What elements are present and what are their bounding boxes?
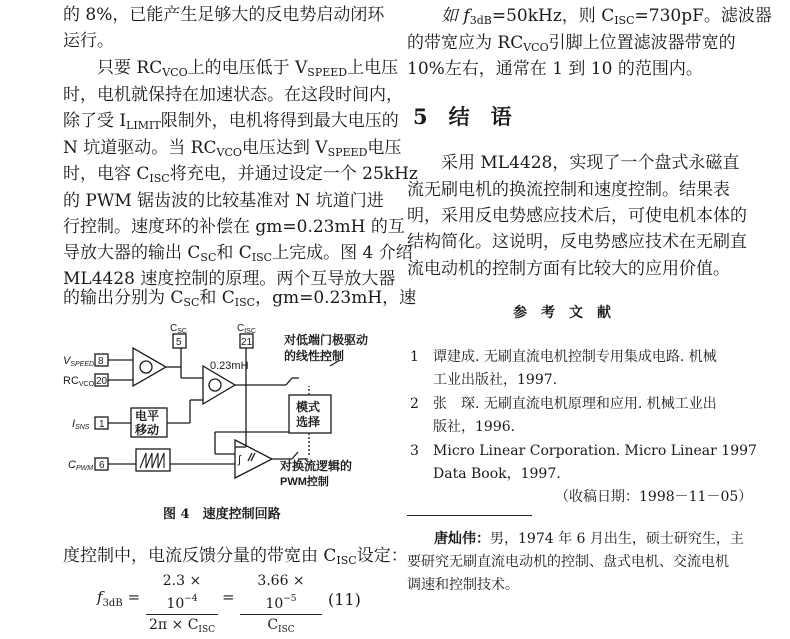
body-line-2: 运行。 [63,31,114,51]
mode-select-label-2: 选择 [296,415,321,429]
body-line-3: 只要 RCVCO上的电压低于 VSPEED上电压 [63,58,399,79]
pin-cpwm-num: 6 [99,460,105,471]
speed-control-diagram [60,322,440,497]
conclusion-line-3: 明，采用反电势感应技术后，可使电机本体的 [407,206,747,226]
conclusion-line-2: 流无刷电机的换流控制和速度控制。结果表 [407,180,730,200]
conclusion-line-5: 流电动机的控制方面有比较大的应用价值。 [407,259,730,279]
right-line-2: 的带宽应为 RCVCO引脚上位置滤波器带宽的 [407,33,736,54]
figure-caption: 图 4 速度控制回路 [163,507,281,522]
author-bio-line-3: 调速和控制技术。 [407,577,519,593]
bio-divider [407,515,532,516]
body-line-8: 的 PWM 锯齿波的比较基准对 N 坑道门进 [63,191,384,211]
body-line-9: 行控制。速度环的补偿在 gm=0.23mH 的互 [63,217,405,237]
output-linear-label-1: 对低端门极驱动 [284,333,369,347]
body-line-7: 时，电容 CISC将充电，并通过设定一个 25kHz [63,164,418,185]
output-linear-label-2: 的线性控制 [284,349,345,363]
references-heading: 参考文献 [513,305,625,321]
pin-cisc-label: $C_{ISC}$ [237,323,256,335]
output-pwm-label-2: PWM控制 [280,476,329,488]
level-shift-label-1: 电平 [135,409,160,423]
reference-1-line-2: 工业出版社，1997. [433,372,558,388]
pin-rcvco-label: RCVCO [63,375,95,388]
reference-1-line-1: 谭建成. 无刷直流电机控制专用集成电路. 机械 [433,349,717,365]
equation-lhs: $f_{3dB}$ = [97,588,141,609]
body-line-10: 导放大器的输出 CSC和 CISC上完成。图 4 介绍 [63,243,413,264]
author-bio-line-2: 要研究无刷直流电动机的控制、盘式电机、交流电机 [407,554,729,570]
conclusion-line-1: 采用 ML4428，实现了一个盘式永磁直 [407,153,740,173]
reference-1-num: 1 [410,349,419,365]
equation-fraction-2: $3.66 \times 10^{-5}$ $C_{ISC}$ [240,572,322,639]
reference-2-line-1: 张 琛. 无刷直流电机原理和应用. 机械工业出 [433,396,717,412]
author-bio-line-1: 唐灿伟：男，1974 年 6 月出生，硕士研究生，主 [434,531,744,547]
reference-2-num: 2 [410,396,419,412]
equation-number: (11) [328,590,361,609]
reference-3-num: 3 [410,443,419,459]
body-line-6: N 坑道驱动。当 RCVCO电压达到 VSPEED电压 [63,138,402,159]
body-line-1: 的 8%，已能产生足够大的反电势启动闭环 [63,5,385,25]
level-shift-label-2: 移动 [135,423,160,437]
body-line-5: 除了受 ILIMIT限制外，电机将得到最大电压的 [63,111,399,132]
mode-select-label-1: 模式 [296,400,321,414]
pin-csc-num: 5 [176,337,182,348]
pin-isns-label: ISNS [72,418,90,431]
body-line-13: 度控制中，电流反馈分量的带宽由 CISC设定： [63,546,408,567]
right-line-3: 10%左右，通常在 1 到 10 的范围内。 [407,59,703,79]
body-line-12: 的输出分别为 CSC和 CISC，gm=0.23mH，速 [63,288,417,309]
reference-2-line-2: 版社，1996. [433,419,516,435]
pin-cpwm-label: CPWM [68,459,94,472]
reference-3-line-2: Data Book，1997. [433,466,561,482]
body-line-4: 时，电机就保持在加速状态。在这段时间内， [63,85,403,105]
received-date: （收稿日期：1998－11－05） [555,489,753,505]
conclusion-line-4: 结构简化。这说明，反电势感应技术在无刷直 [407,232,747,252]
section-title: 5 结 语 [413,104,512,129]
gm-label: 0.23mH [210,360,249,372]
pin-vspeed-num: 8 [98,356,104,367]
pin-rcvco-num: 20 [96,376,108,387]
svg-text:∫: ∫ [238,454,242,466]
pin-cisc-num: 21 [241,337,253,348]
right-line-1: 如 f3dB=50kHz，则 CISC=730pF。滤波器 [441,6,772,27]
pin-vspeed-label: VSPEED [63,355,95,368]
reference-3-line-1: Micro Linear Corporation. Micro Linear 1997 [433,443,757,459]
equation-fraction-1: $2.3 \times 10^{-4}$ $2\pi \times C_{ISC}$ [146,572,218,639]
body-line-11: ML4428 速度控制的原理。两个互导放大器 [63,269,396,289]
pin-csc-label: $C_{SC}$ [170,323,187,335]
pin-isns-num: 1 [99,419,105,430]
output-pwm-label-1: 对换流逻辑的 [280,459,353,473]
